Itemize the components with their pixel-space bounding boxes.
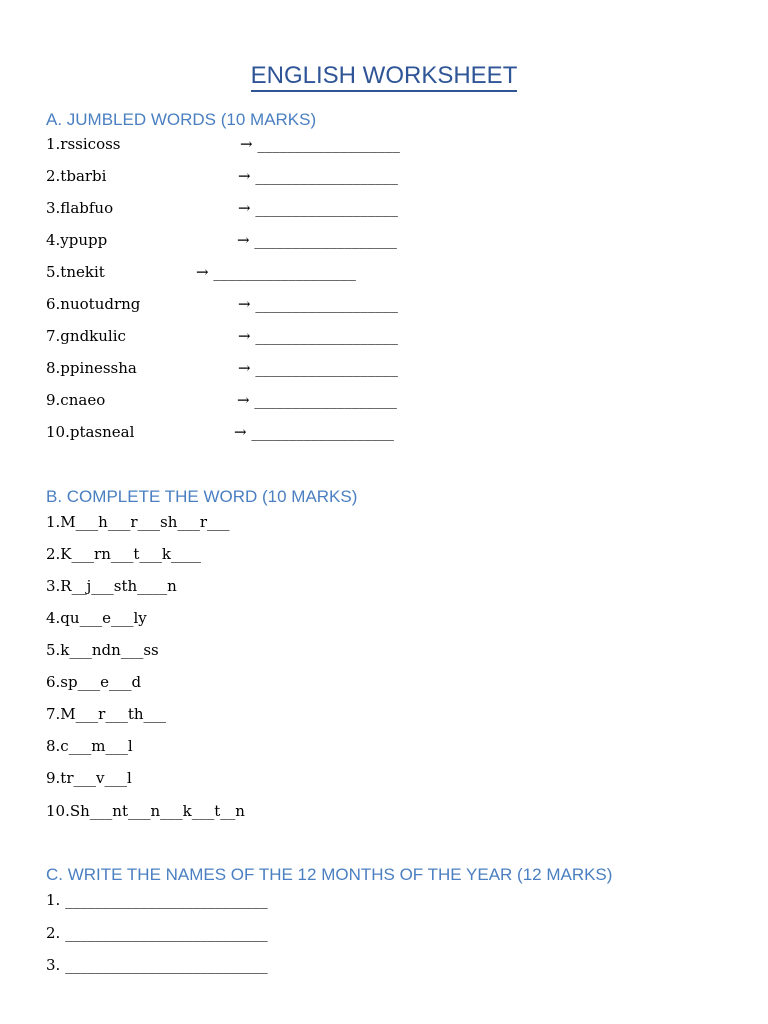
jumbled-word-item: 7.gndkulic <box>46 327 126 345</box>
worksheet-title: ENGLISH WORKSHEET <box>0 62 768 90</box>
answer-blank[interactable]: → ___________________ <box>238 327 398 345</box>
month-answer-line[interactable]: 3. ___________________________ <box>46 956 268 974</box>
answer-blank[interactable]: → ___________________ <box>196 263 356 281</box>
complete-word-item: 9.tr___v___l <box>46 769 132 787</box>
jumbled-word-item: 2.tbarbi <box>46 167 107 185</box>
jumbled-word-item: 1.rssicoss <box>46 135 121 153</box>
answer-blank[interactable]: → ___________________ <box>238 295 398 313</box>
answer-blank[interactable]: → ___________________ <box>234 423 394 441</box>
jumbled-word-item: 6.nuotudrng <box>46 295 141 313</box>
jumbled-word-item: 4.ypupp <box>46 231 108 249</box>
complete-word-item: 10.Sh___nt___n___k___t__n <box>46 802 245 820</box>
complete-word-item: 4.qu___e___ly <box>46 609 147 627</box>
answer-blank[interactable]: → ___________________ <box>240 135 400 153</box>
answer-blank[interactable]: → ___________________ <box>238 359 398 377</box>
complete-word-item: 1.M___h___r___sh___r___ <box>46 513 230 531</box>
jumbled-word-item: 3.flabfuo <box>46 199 114 217</box>
jumbled-word-item: 5.tnekit <box>46 263 105 281</box>
month-answer-line[interactable]: 2. ___________________________ <box>46 924 268 942</box>
section-c-heading: C. WRITE THE NAMES OF THE 12 MONTHS OF THE YEAR (12 MARKS) <box>46 865 613 884</box>
answer-blank[interactable]: → ___________________ <box>238 167 398 185</box>
answer-blank[interactable]: → ___________________ <box>237 231 397 249</box>
jumbled-word-item: 8.ppinessha <box>46 359 137 377</box>
month-answer-line[interactable]: 1. ___________________________ <box>46 891 268 909</box>
complete-word-item: 6.sp___e___d <box>46 673 142 691</box>
complete-word-item: 5.k___ndn___ss <box>46 641 159 659</box>
answer-blank[interactable]: → ___________________ <box>237 391 397 409</box>
section-b-heading: B. COMPLETE THE WORD (10 MARKS) <box>46 487 358 506</box>
complete-word-item: 8.c___m___l <box>46 737 133 755</box>
complete-word-item: 2.K___rn___t___k____ <box>46 545 201 563</box>
jumbled-word-item: 9.cnaeo <box>46 391 106 409</box>
jumbled-word-item: 10.ptasneal <box>46 423 135 441</box>
answer-blank[interactable]: → ___________________ <box>238 199 398 217</box>
complete-word-item: 3.R__j___sth____n <box>46 577 177 595</box>
complete-word-item: 7.M___r___th___ <box>46 705 167 723</box>
section-a-heading: A. JUMBLED WORDS (10 MARKS) <box>46 110 317 129</box>
